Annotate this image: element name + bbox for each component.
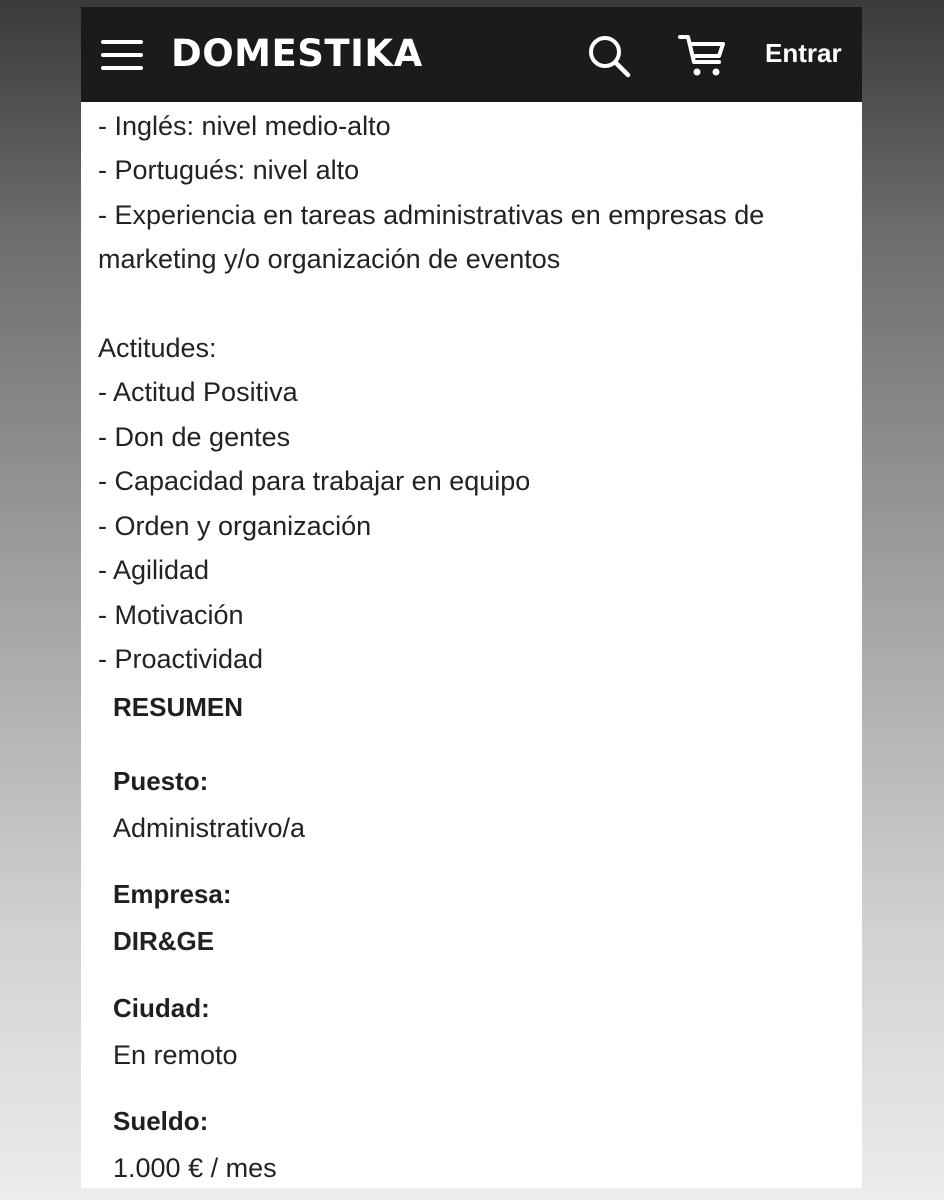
city-label: Ciudad:: [113, 993, 210, 1023]
city-value: En remoto: [113, 1040, 238, 1070]
search-icon[interactable]: [586, 33, 632, 79]
login-link[interactable]: Entrar: [765, 38, 842, 68]
cart-icon[interactable]: [677, 31, 729, 79]
salary-label: Sueldo:: [113, 1106, 209, 1136]
background-strip: [0, 1188, 944, 1200]
requirement-line: - Portugués: nivel alto: [98, 155, 360, 185]
requirement-line: - Inglés: nivel medio-alto: [98, 111, 391, 141]
domestika-logo[interactable]: DOMESTIKA: [171, 32, 423, 75]
attitude-item: - Agilidad: [98, 555, 210, 585]
attitudes-title: Actitudes:: [98, 333, 217, 363]
attitude-item: - Motivación: [98, 600, 244, 630]
attitude-item: - Capacidad para trabajar en equipo: [98, 466, 531, 496]
attitude-item: - Actitud Positiva: [98, 377, 298, 407]
top-navbar: [81, 7, 862, 102]
requirement-line: marketing y/o organización de eventos: [98, 244, 561, 274]
attitude-item: - Don de gentes: [98, 422, 291, 452]
position-value: Administrativo/a: [113, 813, 306, 843]
company-label: Empresa:: [113, 879, 232, 909]
company-value: DIR&GE: [113, 926, 215, 956]
attitude-item: - Orden y organización: [98, 511, 372, 541]
summary-title: RESUMEN: [113, 692, 244, 722]
attitude-item: - Proactividad: [98, 644, 264, 674]
position-label: Puesto:: [113, 766, 209, 796]
phone-screen: [81, 7, 862, 1188]
salary-value: 1.000 € / mes: [113, 1153, 277, 1183]
requirement-line: - Experiencia en tareas administrativas en empresas de: [98, 200, 765, 230]
menu-icon[interactable]: [101, 40, 143, 70]
